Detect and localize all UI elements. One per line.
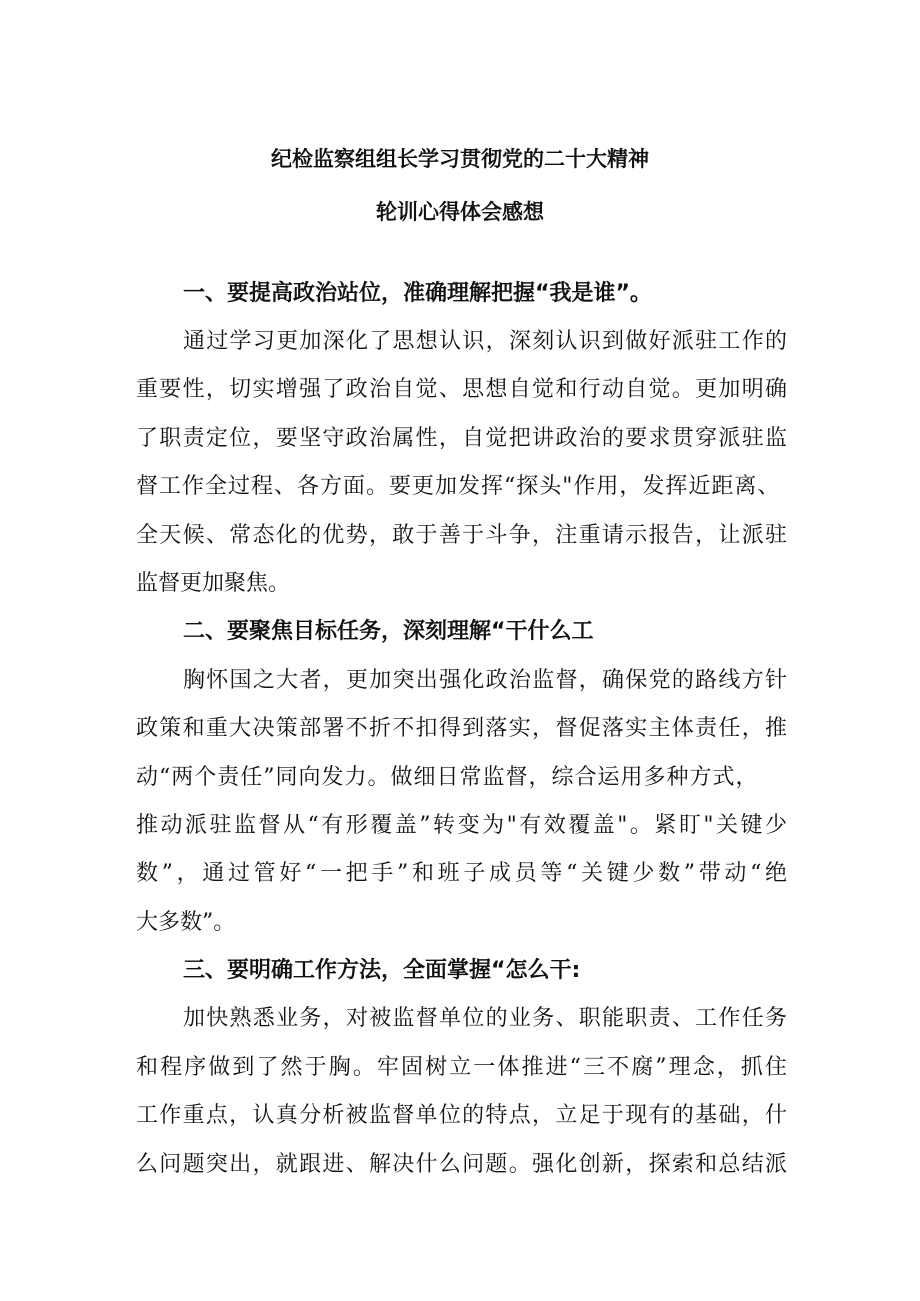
paragraph-line: 大多数”。 <box>136 910 236 935</box>
paragraph-line: 加快熟悉业务，对被监督单位的业务、职能职责、工作任务 <box>183 1006 787 1031</box>
paragraph-line: 政策和重大决策部署不折不扣得到落实，督促落实主体责任，推 <box>136 716 787 741</box>
paragraph-line: 动“两个责任”同向发力。做细日常监督，综合运用多种方式， <box>136 765 759 790</box>
paragraph-line: 了职责定位，要坚守政治属性，自觉把讲政治的要求贯穿派驻监 <box>136 426 787 451</box>
paragraph-line: 推动派驻监督从“有形覆盖”转变为"有效覆盖"。紧盯"关键少 <box>136 813 787 838</box>
paragraph-line: 和程序做到了然于胸。牢固树立一体推进“三不腐”理念，抓住 <box>136 1055 787 1080</box>
paragraph-line: 通过学习更加深化了思想认识，深刻认识到做好派驻工作的 <box>183 329 787 354</box>
paragraph-line: 全天候、常态化的优势，敢于善于斗争，注重请示报告，让派驻 <box>136 523 787 548</box>
section-heading-1: 一、要提高政治站位，准确理解把握“我是谁”。 <box>183 281 652 306</box>
section-heading-2: 二、要聚焦目标任务，深刻理解“干什么工 <box>183 619 594 644</box>
paragraph-line: 么问题突出，就跟进、解决什么问题。强化创新，探索和总结派 <box>136 1152 787 1177</box>
paragraph-line: 监督更加聚焦。 <box>136 571 291 596</box>
paragraph-line: 数”，通过管好“一把手”和班子成员等“关键少数”带动“绝 <box>136 861 787 886</box>
paragraph-line: 督工作全过程、各方面。要更加发挥“探头"作用，发挥近距离、 <box>136 474 781 499</box>
paragraph-line: 胸怀国之大者，更加突出强化政治监督，确保党的路线方针 <box>183 668 787 693</box>
document-title-line-2: 轮训心得体会感想 <box>376 200 544 224</box>
document-title-line-1: 纪检监察组组长学习贯彻党的二十大精神 <box>271 147 649 171</box>
paragraph-line: 重要性，切实增强了政治自觉、思想自觉和行动自觉。更加明确 <box>136 377 787 402</box>
section-heading-3: 三、要明确工作方法，全面掌握“怎么干: <box>183 958 581 983</box>
paragraph-line: 工作重点，认真分析被监督单位的特点，立足于现有的基础，什 <box>136 1103 787 1128</box>
